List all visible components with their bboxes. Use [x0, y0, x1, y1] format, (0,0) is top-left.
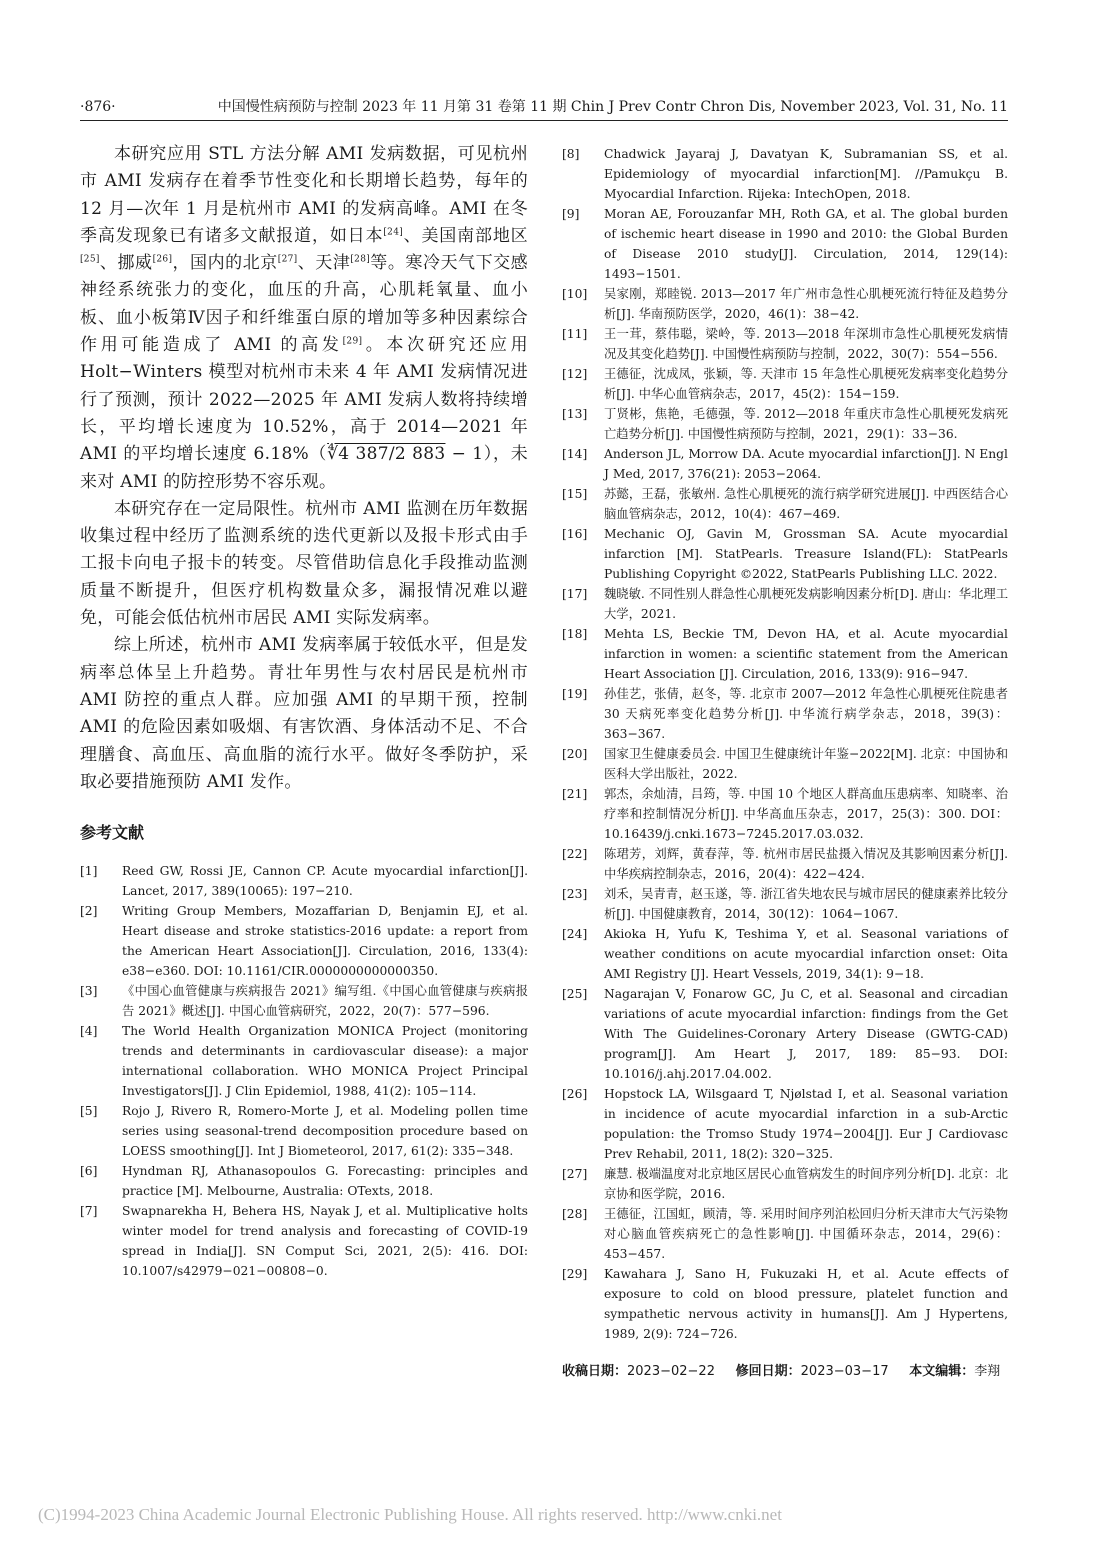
running-title: 中国慢性病预防与控制 2023 年 11 月第 31 卷第 11 期 Chin J Prev Contr Chron Dis, November 2023, Vol. 31, No. 11: [217, 99, 1008, 115]
reference-item: [80, 861, 528, 901]
reference-number: [11]: [562, 327, 588, 341]
reference-number: [7]: [80, 1204, 98, 1219]
reference-number: [13]: [562, 407, 588, 421]
right-column: [562, 144, 1008, 1382]
reference-number: [10]: [562, 287, 588, 301]
paragraph-conclusion: 综上所述，杭州市 AMI 发病率属于较低水平，但是发病率总体呈上升趋势。青壮年男性与农村居民是杭州市 AMI 防控的重点人群。应加强 AMI 的早期干预，控制 AMI 的危险因素如吸烟、有害饮酒、身体活动不足、不合理膳食、高血压、高血脂的流行水平。做好冬季防护，采取必要措施预防 AMI 发作。: [80, 635, 528, 792]
reference-text: Writing Group Members, Mozaffarian D, Benjamin EJ, et al. Heart disease and stroke statistics-2016 update: a report from the American Heart Association[J]. Circulation, 2016, 133(4): e38−e360. DOI: 10.1161/CIR.0000000000000350.: [122, 904, 528, 979]
reference-item: [80, 901, 528, 981]
reference-text: 丁贤彬，焦艳，毛德强，等. 2012—2018 年重庆市急性心肌梗死发病死亡趋势分析[J]. 中国慢性病预防与控制，2021，29(1)：33−36.: [604, 407, 1008, 441]
reference-number: [29]: [562, 1267, 588, 1281]
reference-text: Rojo J, Rivero R, Romero-Morte J, et al. Modeling pollen time series using seasonal-trend decomposition procedure based on LOESS smoothing[J]. Int J Biometeorol, 2017, 61(2): 335−348.: [122, 1104, 528, 1159]
reference-item: [562, 744, 1008, 784]
reference-number: [16]: [562, 527, 588, 541]
reference-item: [562, 844, 1008, 884]
reference-text: 吴家刚，郑睦锐. 2013—2017 年广州市急性心肌梗死流行特征及趋势分析[J]. 华南预防医学，2020，46(1)：38−42.: [604, 287, 1008, 321]
reference-text: Nagarajan V, Fonarow GC, Ju C, et al. Seasonal and circadian variations of acute myocardial infarction: findings from the Get With The Guidelines-Coronary Artery Disease (GWTG-CAD) program[J]. Am Heart J, 2017, 189: 85−93. DOI: 10.1016/j.ahj.2017.04.002.: [604, 987, 1008, 1081]
reference-text: 陈珺芳，刘辉，黄春萍，等. 杭州市居民盐摄入情况及其影响因素分析[J]. 中华疾病控制杂志，2016，20(4)：422−424.: [604, 847, 1008, 881]
reference-number: [8]: [562, 147, 580, 161]
reference-text: Hyndman RJ, Athanasopoulos G. Forecasting: principles and practice [M]. Melbourne, Australia: OTexts, 2018.: [122, 1164, 528, 1199]
reference-item: [562, 324, 1008, 364]
reference-item: [562, 204, 1008, 284]
copyright-footer: (C)1994-2023 China Academic Journal Electronic Publishing House. All rights reserved. http://www.cnki.net: [38, 1505, 782, 1524]
paragraph-limitations: 本研究存在一定局限性。杭州市 AMI 监测在历年数据收集过程中经历了监测系统的迭代更新以及报卡形式由手工报卡向电子报卡的转变。尽管借助信息化手段推动监测质量不断提升，但医疗机构数量众多，漏报情况难以避免，可能会低估杭州市居民 AMI 实际发病率。: [80, 498, 528, 629]
reference-item: [562, 584, 1008, 624]
reference-item: [562, 404, 1008, 444]
received-date: 2023−02−22: [627, 1364, 715, 1379]
reference-number: [17]: [562, 587, 588, 601]
reference-text: 魏晓敏. 不同性别人群急性心肌梗死发病影响因素分析[D]. 唐山：华北理工大学，2021.: [604, 587, 1008, 621]
running-header: [80, 96, 1008, 121]
reference-item: [562, 364, 1008, 404]
reference-number: [2]: [80, 904, 98, 919]
reference-item: [562, 484, 1008, 524]
reference-item: [562, 444, 1008, 484]
reference-number: [22]: [562, 847, 588, 861]
reference-number: [5]: [80, 1104, 98, 1119]
reference-item: [562, 1204, 1008, 1264]
reference-number: [23]: [562, 887, 588, 901]
reference-item: [562, 1084, 1008, 1164]
reference-item: [80, 1161, 528, 1201]
reference-item: [562, 1264, 1008, 1344]
reference-text: 《中国心血管健康与疾病报告 2021》编写组.《中国心血管健康与疾病报告 2021》概述[J]. 中国心血管病研究，2022，20(7)：577−596.: [122, 984, 528, 1019]
reference-item: [562, 624, 1008, 684]
reference-text: Akioka H, Yufu K, Teshima Y, et al. Seasonal variations of weather conditions on acute myocardial infarction onset: Oita AMI Registry [J]. Heart Vessels, 2019, 34(1): 9−18.: [604, 927, 1008, 981]
reference-number: [15]: [562, 487, 588, 501]
reference-text: Hopstock LA, Wilsgaard T, Njølstad I, et al. Seasonal variation in incidence of acute myocardial infarction in a sub-Arctic population: the Tromso Study 1974−2004[J]. Eur J Cardiovasc Prev Rehabil, 2011, 18(2): 320−325.: [604, 1087, 1008, 1161]
reference-text: 廉慧. 极端温度对北京地区居民心血管病发生的时间序列分析[D]. 北京：北京协和医学院，2016.: [604, 1167, 1008, 1201]
reference-text: Kawahara J, Sano H, Fukuzaki H, et al. Acute effects of exposure to cold on blood pressure, platelet function and sympathetic nervous activity in humans[J]. Am J Hypertens, 1989, 2(9): 724−726.: [604, 1267, 1008, 1341]
paragraph-stl: 本研究应用 STL 方法分解 AMI 发病数据，可见杭州市 AMI 发病存在着季节性变化和长期增长趋势，每年的 12 月—次年 1 月是杭州市 AMI 的发病高峰。AMI 在冬季高发现象已有诸多文献报道，如日本[24]、美国南部地区[25]、挪威[26]，国内的北京[27]、天津[28]等。寒冷天气下交感神经系统张力的变化，血压的升高，心肌耗氧量、血小板、血小板第Ⅳ因子和纤维蛋白原的增加等多种因素综合作用可能造成了 AMI 的高发[29]。本次研究还应用 Holt−Winters 模型对杭州市未来 4 年 AMI 发病情况进行了预测，预计 2022—2025 年 AMI 发病人数将持续增长，平均增长速度为 10.52%，高于 2014—2021 年 AMI 的平均增长速度 6.18%（∜4 387/2 883 − 1），未来对 AMI 的防控形势不容乐观。: [80, 144, 528, 492]
reference-text: 苏懿，王磊，张敏州. 急性心肌梗死的流行病学研究进展[J]. 中西医结合心脑血管病杂志，2012，10(4)：467−469.: [604, 487, 1008, 521]
reference-text: Chadwick Jayaraj J, Davatyan K, Subramanian SS, et al. Epidemiology of myocardial infarction[M]. //Pamukçu B. Myocardial Infarction. Rijeka: IntechOpen, 2018.: [604, 147, 1008, 201]
editor-name: 李翔: [974, 1364, 1001, 1379]
reference-item: [562, 284, 1008, 324]
references-list-left: [80, 861, 528, 1281]
reference-item: [562, 144, 1008, 204]
reference-number: [1]: [80, 864, 98, 879]
citation: [24]: [383, 227, 404, 238]
citation: [25]: [80, 254, 100, 265]
reference-text: Anderson JL, Morrow DA. Acute myocardial infarction[J]. N Engl J Med, 2017, 376(21): 2053−2064.: [604, 447, 1008, 481]
references-list-right: [562, 144, 1008, 1344]
reference-text: 王一茸，蔡伟聪，梁岭，等. 2013—2018 年深圳市急性心肌梗死发病情况及其变化趋势[J]. 中国慢性病预防与控制，2022，30(7)：554−556.: [604, 327, 1008, 361]
reference-item: [562, 784, 1008, 844]
reference-text: 郭杰，余灿清，吕筠，等. 中国 10 个地区人群高血压患病率、知晓率、治疗率和控制情况分析[J]. 中华高血压杂志，2017，25(3)：300. DOI：10.16439/j.cnki.1673−7245.2017.03.032.: [604, 787, 1008, 841]
reference-number: [9]: [562, 207, 580, 221]
reference-text: Reed GW, Rossi JE, Cannon CP. Acute myocardial infarction[J]. Lancet, 2017, 389(10065): 197−210.: [122, 864, 528, 899]
reference-item: [80, 1101, 528, 1161]
reference-number: [19]: [562, 687, 588, 701]
citation: [28]: [350, 254, 371, 265]
reference-text: 刘禾，吴青青，赵玉遂，等. 浙江省失地农民与城市居民的健康素养比较分析[J]. 中国健康教育，2014，30(12)：1064−1067.: [604, 887, 1008, 921]
citation: [26]: [152, 254, 173, 265]
reference-number: [21]: [562, 787, 588, 801]
reference-number: [27]: [562, 1167, 588, 1181]
reference-text: 王德征，江国虹，顾清，等. 采用时间序列泊松回归分析天津市大气污染物对心脑血管疾病死亡的急性影响[J]. 中国循环杂志，2014，29(6)：453−457.: [604, 1207, 1008, 1261]
body-text: [80, 141, 528, 796]
reference-number: [18]: [562, 627, 588, 641]
reference-text: Mechanic OJ, Gavin M, Grossman SA. Acute myocardial infarction [M]. StatPearls. Treasure Island(FL): StatPearls Publishing Copyright ©2022, StatPearls Publishing LLC. 2022.: [604, 527, 1008, 581]
reference-number: [12]: [562, 367, 588, 381]
reference-text: Mehta LS, Beckie TM, Devon HA, et al. Acute myocardial infarction in women: a scientific statement from the American Heart Association [J]. Circulation, 2016, 133(9): 916−947.: [604, 627, 1008, 681]
reference-number: [4]: [80, 1024, 98, 1039]
reference-item: [562, 984, 1008, 1084]
reference-number: [3]: [80, 984, 98, 999]
reference-number: [24]: [562, 927, 588, 941]
reference-number: [20]: [562, 747, 588, 761]
page-number: ·876·: [80, 99, 116, 115]
reference-text: 国家卫生健康委员会. 中国卫生健康统计年鉴−2022[M]. 北京：中国协和医科大学出版社，2022.: [604, 747, 1008, 781]
article-dates: 收稿日期：2023−02−22 修回日期：2023−03−17 本文编辑：李翔: [562, 1364, 1001, 1379]
citation: [29]: [342, 336, 363, 347]
reference-text: Moran AE, Forouzanfar MH, Roth GA, et al. The global burden of ischemic heart disease in 1990 and 2010: the Global Burden of Disease 2010 study[J]. Circulation, 2014, 129(14): 1493−1501.: [604, 207, 1008, 281]
reference-item: [80, 981, 528, 1021]
reference-number: [28]: [562, 1207, 588, 1221]
citation: [27]: [277, 254, 298, 265]
reference-text: 王德征，沈成凤，张颖，等. 天津市 15 年急性心肌梗死发病率变化趋势分析[J]. 中华心血管病杂志，2017，45(2)：154−159.: [604, 367, 1008, 401]
root-formula: ∜4 387/2 883: [327, 444, 446, 465]
reference-text: Swapnarekha H, Behera HS, Nayak J, et al. Multiplicative holts winter model for trend analysis and forecasting of COVID-19 spread in India[J]. SN Comput Sci, 2021, 2(5): 416. DOI: 10.1007/s42979−021−00808−0.: [122, 1204, 528, 1279]
reference-number: [14]: [562, 447, 588, 461]
left-column: [80, 141, 528, 1281]
revised-date: 2023−03−17: [800, 1364, 889, 1379]
reference-item: [562, 524, 1008, 584]
reference-item: [562, 1164, 1008, 1204]
references-heading: 参考文献: [80, 823, 145, 843]
reference-text: The World Health Organization MONICA Project (monitoring trends and determinants in cardiovascular disease): a major international collaboration. WHO MONICA Project Principal Investigators[J]. J Clin Epidemiol, 1988, 41(2): 105−114.: [122, 1024, 528, 1099]
reference-item: [562, 684, 1008, 744]
reference-number: [26]: [562, 1087, 588, 1101]
reference-number: [6]: [80, 1164, 98, 1179]
reference-text: 孙佳艺，张倩，赵冬，等. 北京市 2007—2012 年急性心肌梗死住院患者 30 天病死率变化趋势分析[J]. 中华流行病学杂志，2018，39(3)：363−367.: [604, 687, 1008, 741]
reference-item: [80, 1021, 528, 1101]
reference-item: [80, 1201, 528, 1281]
reference-item: [562, 884, 1008, 924]
reference-item: [562, 924, 1008, 984]
reference-number: [25]: [562, 987, 588, 1001]
